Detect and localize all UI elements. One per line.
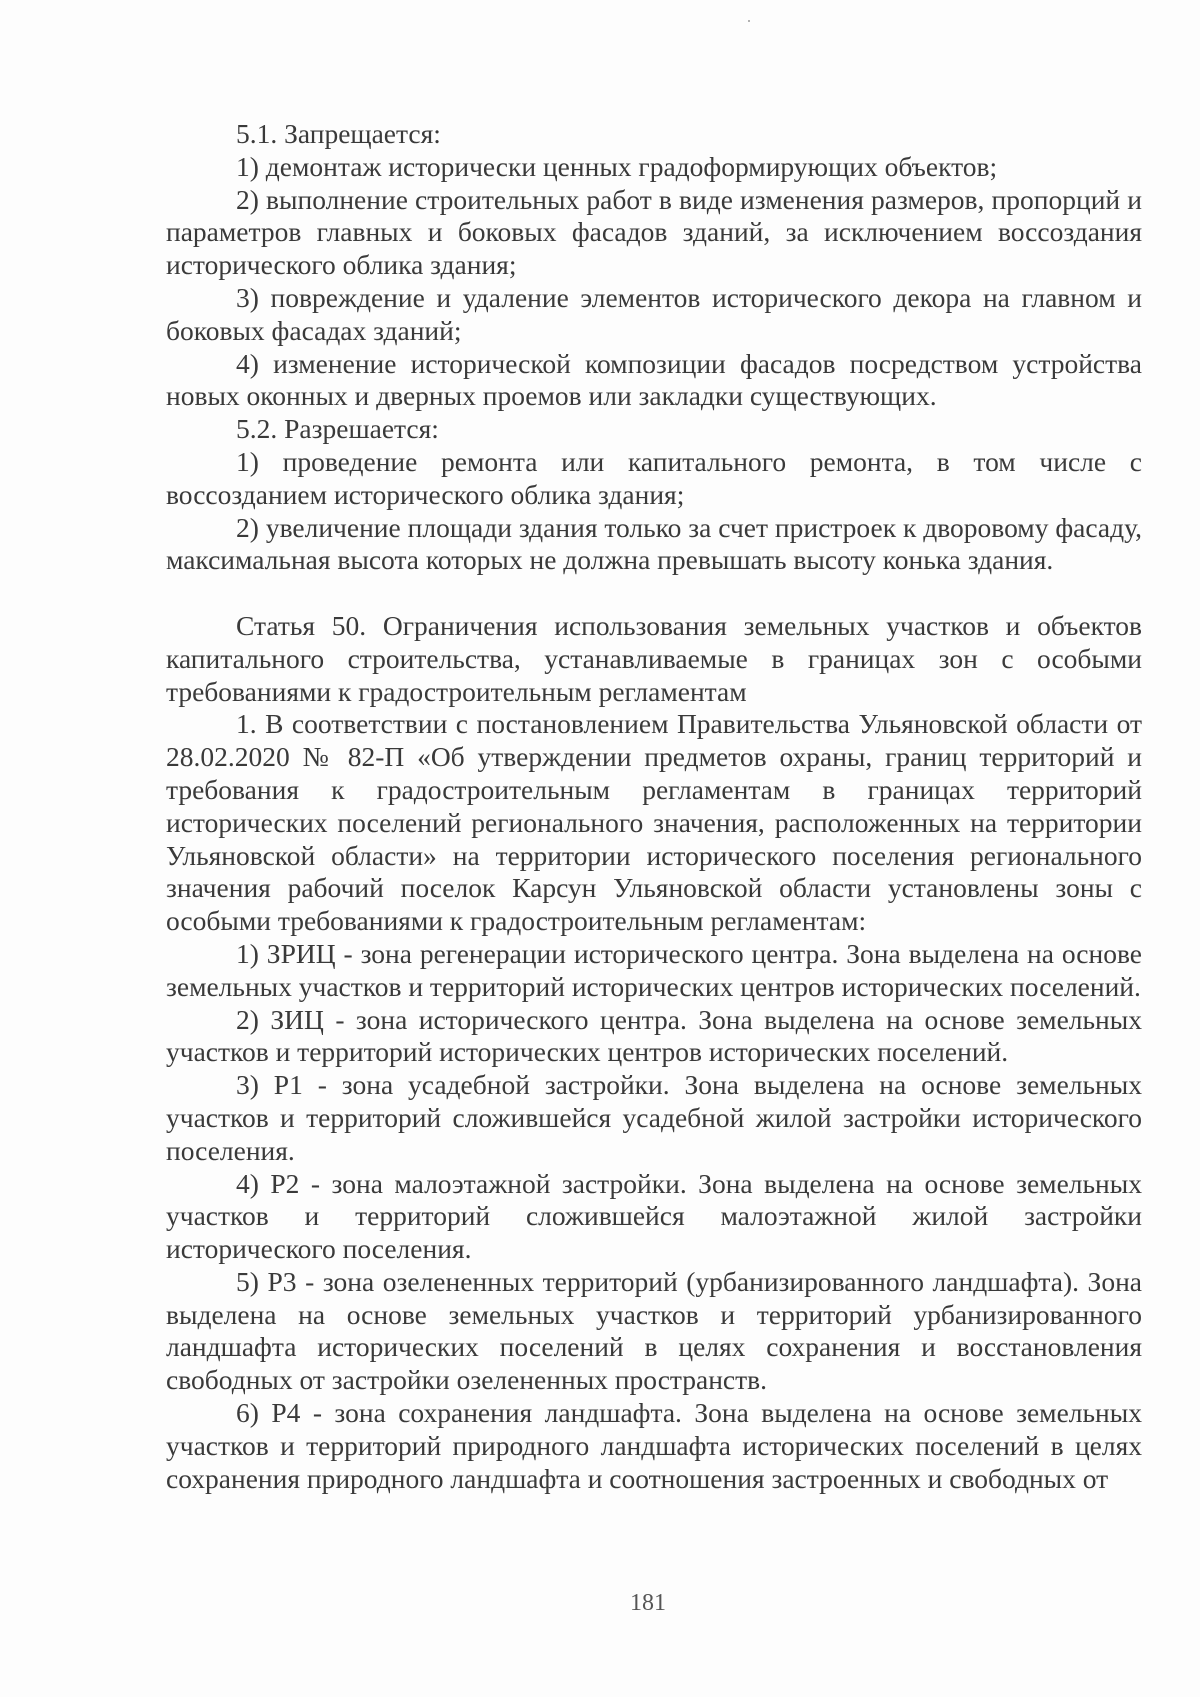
section-5-2-heading: 5.2. Разрешается: [236,413,439,445]
document-body [166,118,1142,1495]
prohibition-item-4: 4) изменение исторической композиции фасадов посредством устройства новых оконных и дверных проемов или закладки существующих. [166,347,1142,412]
zone-item-r2: 4) Р2 - зона малоэтажной застройки. Зона выделена на основе земельных участков и территорий сложившейся малоэтажной жилой застройки исторического поселения. [166,1167,1142,1265]
prohibition-item-2: 2) выполнение строительных работ в виде изменения размеров, пропорций и параметров главных и боковых фасадов зданий, за исключением воссоздания исторического облика здания; [166,183,1142,281]
zone-item-zic: 2) ЗИЦ - зона исторического центра. Зона выделена на основе земельных участков и территорий исторических центров исторических поселений. [166,1003,1142,1068]
zone-item-zric: 1) ЗРИЦ - зона регенерации исторического центра. Зона выделена на основе земельных участков и территорий исторических центров исторических поселений. [166,937,1142,1002]
prohibition-item-3: 3) повреждение и удаление элементов исторического декора на главном и боковых фасадах зданий; [166,281,1142,346]
prohibition-item-1: 1) демонтаж исторически ценных градоформирующих объектов; [236,150,998,182]
scan-speck [748,20,750,22]
permission-item-2: 2) увеличение площади здания только за счет пристроек к дворовому фасаду, максимальная высота которых не должна превышать высоту конька здания. [166,511,1142,576]
zone-item-r4: 6) Р4 - зона сохранения ландшафта. Зона выделена на основе земельных участков и территорий природного ландшафта исторических поселений в целях сохранения природного ландшафта и соотношения застроенных и свободных от [166,1397,1142,1494]
article-50-heading: Статья 50. Ограничения использования земельных участков и объектов капитального строительства, устанавливаемые в границах зон с особыми требованиями к градостроительным регламентам [166,609,1142,707]
zone-item-r3: 5) Р3 - зона озелененных территорий (урбанизированного ландшафта). Зона выделена на основе земельных участков и территорий урбанизированного ландшафта исторических поселений в целях сохранения и восстановления свободных от застройки озелененных пространств. [166,1265,1142,1396]
section-5-1-heading: 5.1. Запрещается: [236,118,441,149]
article-50-clause-1: 1. В соответствии с постановлением Правительства Ульяновской области от 28.02.2020 № 82-П «Об утверждении предметов охраны, границ территорий и требования к градостроительным регламентам в границах территорий исторических поселений регионального значения, расположенных на территории Ульяновской области» на территории исторического поселения регионального значения рабочий поселок Карсун Ульяновской области установлены зоны с особыми требованиями к градостроительным регламентам: [166,708,1142,937]
page-number: 181 [630,1590,666,1616]
permission-item-1: 1) проведение ремонта или капитального ремонта, в том числе с воссозданием исторического облика здания; [166,445,1142,510]
zone-item-r1: 3) Р1 - зона усадебной застройки. Зона выделена на основе земельных участков и территорий сложившейся усадебной жилой застройки исторического поселения. [166,1069,1142,1166]
